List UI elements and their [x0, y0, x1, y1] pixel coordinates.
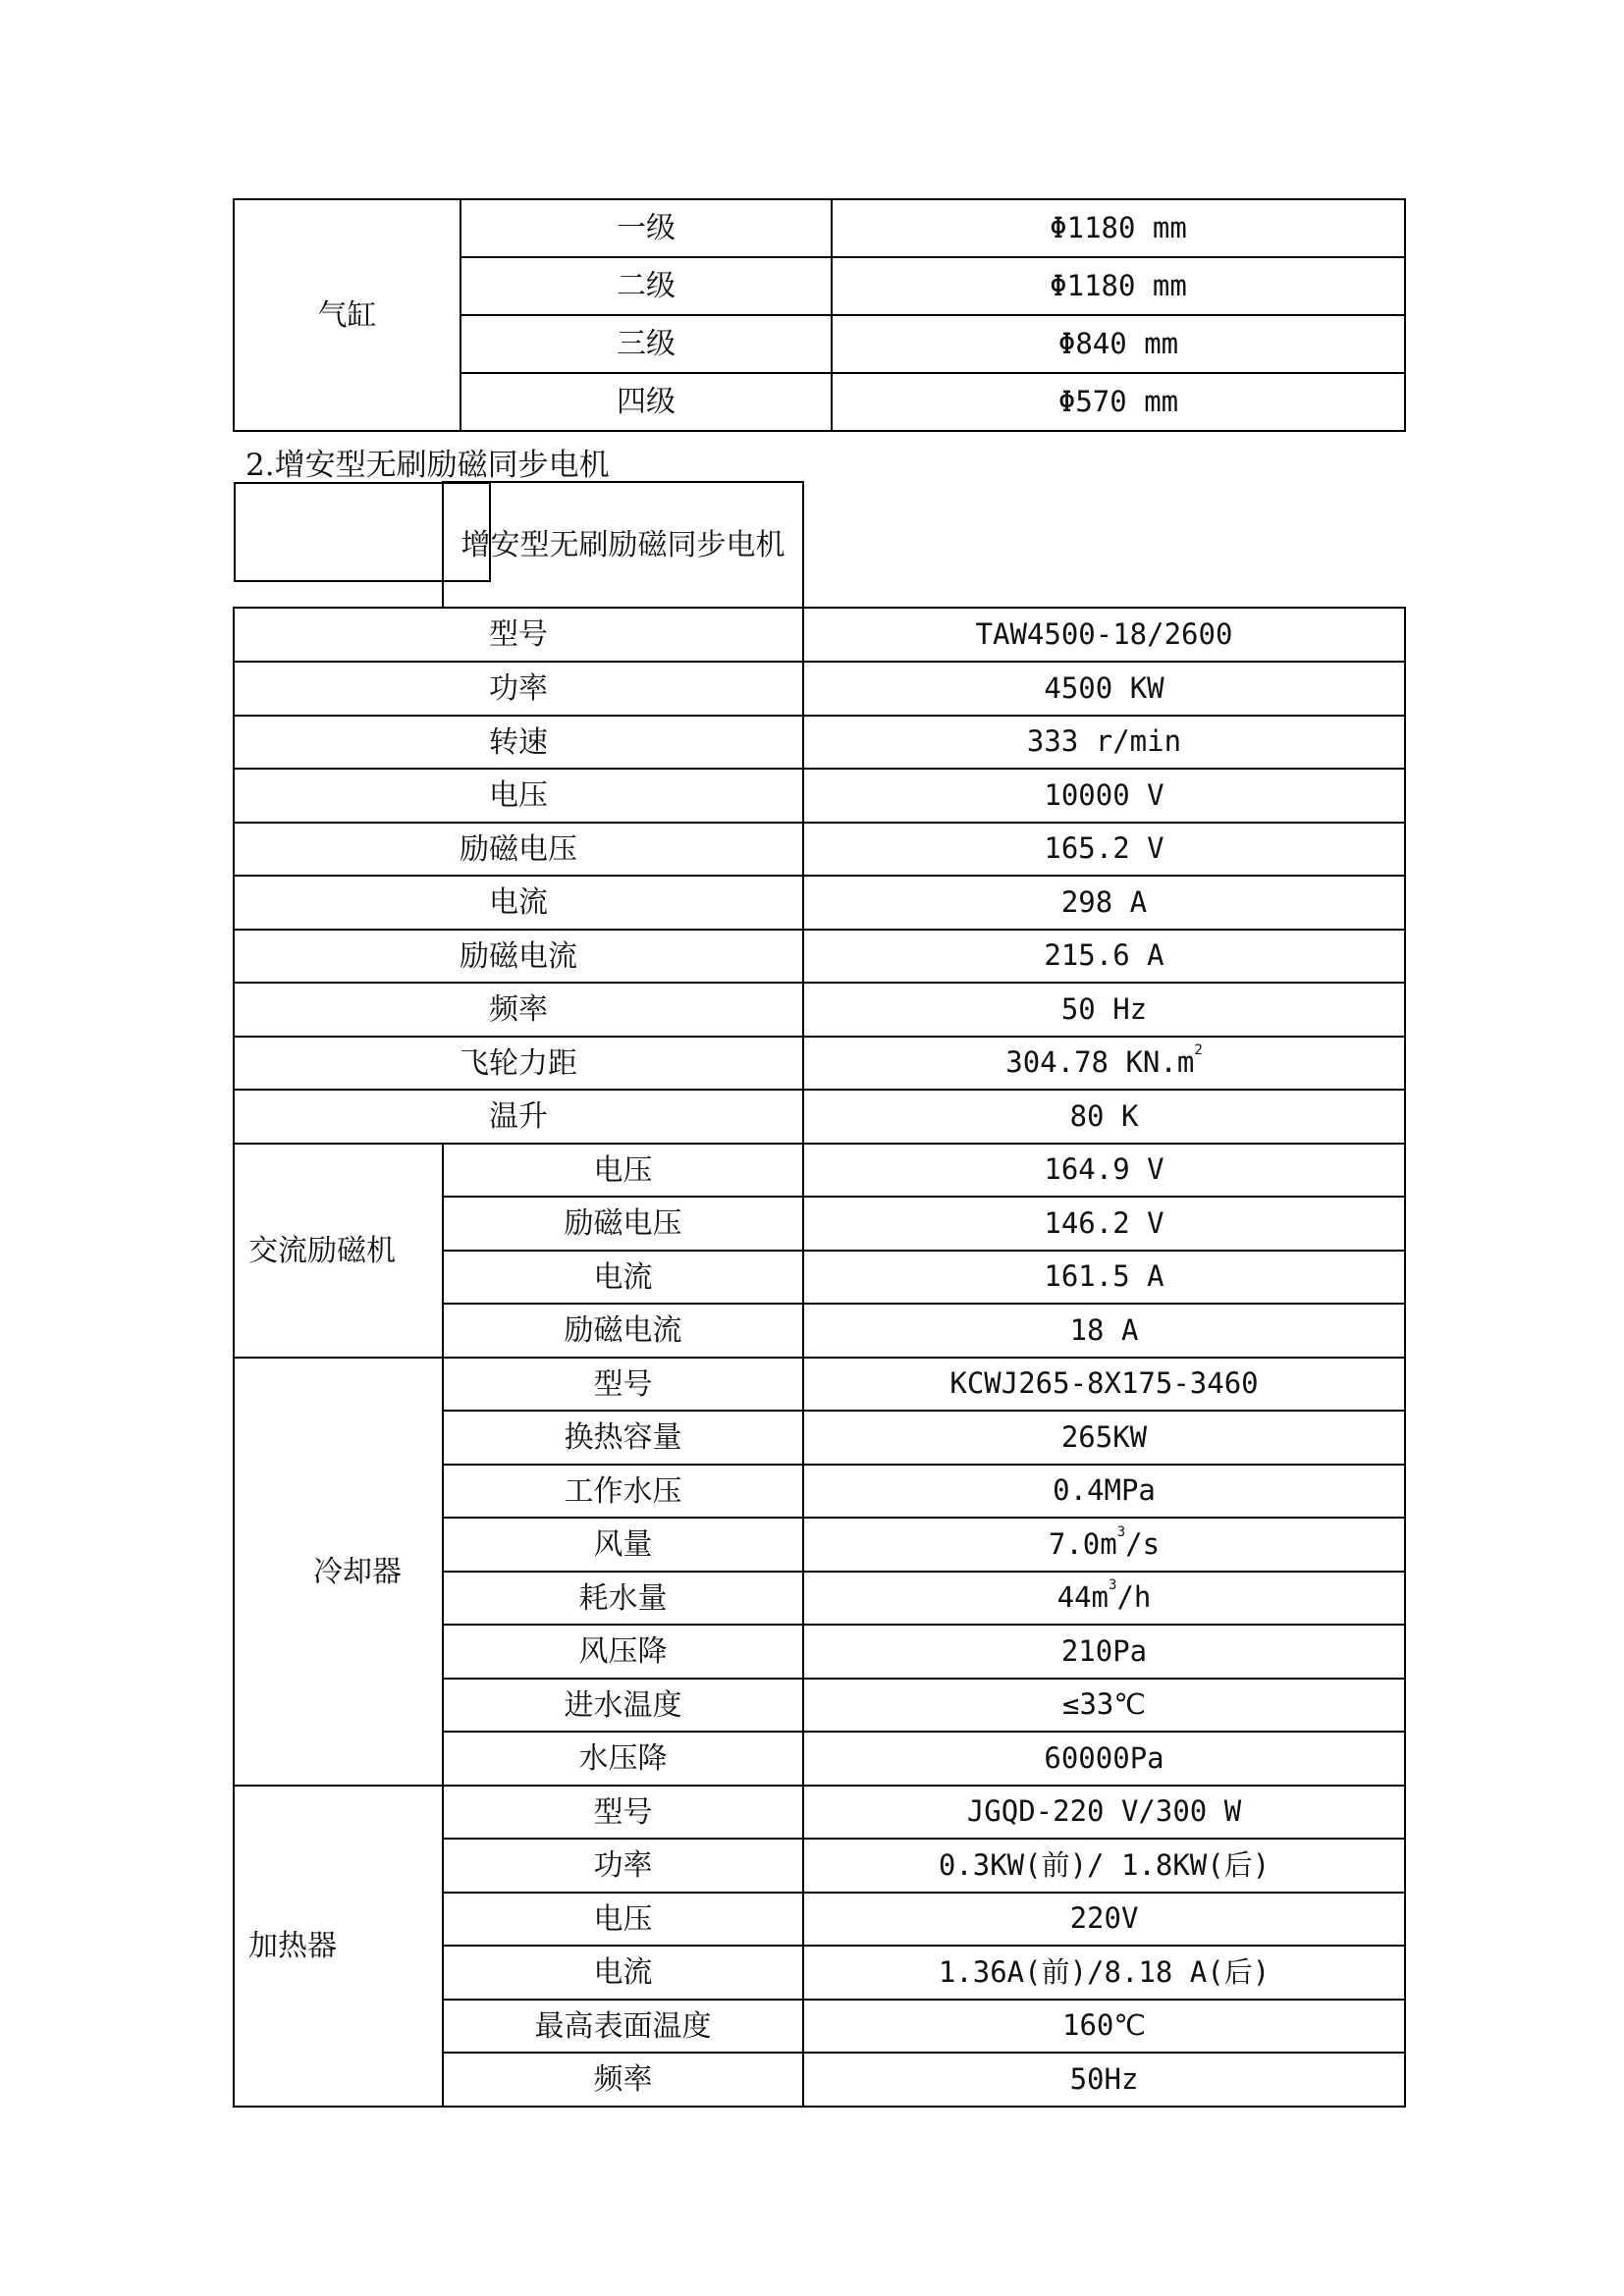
- spec-value: 210Pa: [803, 1625, 1405, 1679]
- cooler-label: 冷却器: [234, 1358, 443, 1786]
- table-row: [234, 1786, 1405, 1839]
- spec-item: 水压降: [443, 1732, 803, 1786]
- spec-value: 50 Hz: [803, 983, 1405, 1037]
- table-row: [234, 1090, 1405, 1144]
- cylinder-label: 气缸: [234, 199, 460, 431]
- spec-item: 最高表面温度: [443, 2000, 803, 2053]
- spec-value: 0.4MPa: [803, 1465, 1405, 1518]
- cylinder-stage: 一级: [460, 199, 832, 257]
- spec-value: 4500 KW: [803, 662, 1405, 716]
- spec-item: 电流: [443, 1251, 803, 1304]
- spec-value: 304.78 $KN.m^2$: [803, 1037, 1405, 1090]
- spec-value: 333 r/min: [803, 716, 1405, 769]
- spec-value: 265KW: [803, 1411, 1405, 1465]
- spec-item: 频率: [234, 983, 803, 1037]
- spec-item: 电流: [443, 1946, 803, 2000]
- spec-item: 换热容量: [443, 1411, 803, 1465]
- table-row: [234, 1358, 1405, 1411]
- spec-value: 0.3KW(前)/ 1.8KW(后): [803, 1839, 1405, 1893]
- spec-value: 165.2 V: [803, 823, 1405, 876]
- spec-value: 220V: [803, 1893, 1405, 1946]
- spec-value: $44m^3/h$: [803, 1572, 1405, 1625]
- spec-value: 1.36A(前)/8.18 A(后): [803, 1946, 1405, 2000]
- spec-item: 转速: [234, 716, 803, 769]
- spec-item: 型号: [443, 1786, 803, 1839]
- table-row: [234, 1144, 1405, 1197]
- spec-value: ≤33℃: [803, 1679, 1405, 1732]
- motor-spec-table: [233, 481, 1406, 2108]
- cylinder-stage: 二级: [460, 257, 832, 315]
- spec-item: 温升: [234, 1090, 803, 1144]
- table-row: [234, 662, 1405, 716]
- table-row: [234, 716, 1405, 769]
- table-header-row: [234, 482, 1405, 608]
- spec-item: 电压: [234, 769, 803, 823]
- table-row: [234, 1037, 1405, 1090]
- spec-item: 电压: [443, 1144, 803, 1197]
- spec-item: 电压: [443, 1893, 803, 1946]
- spec-value: KCWJ265-8X175-3460: [803, 1358, 1405, 1411]
- spec-item: 飞轮力距: [234, 1037, 803, 1090]
- spec-item: 励磁电流: [443, 1304, 803, 1358]
- spec-value: JGQD-220 V/300 W: [803, 1786, 1405, 1839]
- spec-value: $7.0m^3/s$: [803, 1518, 1405, 1572]
- table-row: [234, 769, 1405, 823]
- section-heading: 2.增安型无刷励磁同步电机: [245, 448, 610, 483]
- spec-value: 160℃: [803, 2000, 1405, 2053]
- spec-item: 励磁电压: [443, 1197, 803, 1251]
- spec-item: 工作水压: [443, 1465, 803, 1518]
- spec-value: 18 A: [803, 1304, 1405, 1358]
- spec-item: 频率: [443, 2053, 803, 2107]
- header-value: 增安型无刷励磁同步电机: [443, 482, 803, 608]
- spec-value: 80 K: [803, 1090, 1405, 1144]
- spec-item: 型号: [443, 1358, 803, 1411]
- ac-exciter-label: 交流励磁机: [234, 1144, 443, 1358]
- cylinder-diameter: Φ840 mm: [832, 315, 1405, 373]
- spec-item: 风量: [443, 1518, 803, 1572]
- spec-item: 励磁电流: [234, 930, 803, 983]
- table-row: [234, 823, 1405, 876]
- spec-item: 风压降: [443, 1625, 803, 1679]
- spec-item: 耗水量: [443, 1572, 803, 1625]
- cylinder-table: [233, 198, 1406, 432]
- spec-value: 298 A: [803, 876, 1405, 930]
- table-row: [234, 983, 1405, 1037]
- spec-item: 励磁电压: [234, 823, 803, 876]
- spec-value: 10000 V: [803, 769, 1405, 823]
- heater-label: 加热器: [234, 1786, 443, 2107]
- cylinder-stage: 四级: [460, 373, 832, 431]
- table-row: [234, 930, 1405, 983]
- spec-value: TAW4500-18/2600: [803, 608, 1405, 662]
- cylinder-diameter: Φ570 mm: [832, 373, 1405, 431]
- spec-item: 功率: [234, 662, 803, 716]
- spec-value: 164.9 V: [803, 1144, 1405, 1197]
- spec-value: 60000Pa: [803, 1732, 1405, 1786]
- cylinder-diameter: Φ1180 mm: [832, 199, 1405, 257]
- cylinder-stage: 三级: [460, 315, 832, 373]
- spec-item: 电流: [234, 876, 803, 930]
- table-row: [234, 876, 1405, 930]
- spec-value: 146.2 V: [803, 1197, 1405, 1251]
- spec-value: 161.5 A: [803, 1251, 1405, 1304]
- table-row: [234, 608, 1405, 662]
- spec-item: 功率: [443, 1839, 803, 1893]
- cylinder-diameter: Φ1180 mm: [832, 257, 1405, 315]
- spec-value: 215.6 A: [803, 930, 1405, 983]
- spec-value: 50Hz: [803, 2053, 1405, 2107]
- spec-item: 型号: [234, 608, 803, 662]
- spec-item: 进水温度: [443, 1679, 803, 1732]
